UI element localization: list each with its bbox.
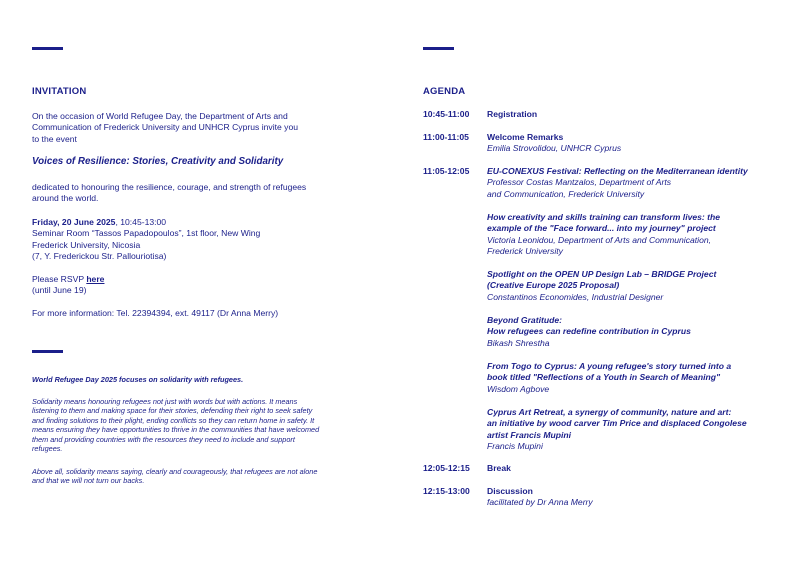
agenda-time: 10:45-11:00 [423,109,470,119]
right-top-bar [423,47,454,50]
agenda-title: EU-CONEXUS Festival: Reflecting on the Mediterranean identity [487,166,748,176]
intro-paragraph [32,111,298,145]
agenda-title: From Togo to Cyprus: A young refugee's story turned into a [487,361,732,371]
agenda-speaker: Wisdom Agbove [487,383,550,394]
event-details [32,217,260,262]
agenda-title: Spotlight on the OPEN UP Design Lab – BRIDGE Project [487,269,717,279]
agenda-title: Cyprus Art Retreat, a synergy of community, nature and art: [487,407,732,417]
rsvp-text: Please RSVP [32,274,87,284]
event-date [32,217,260,228]
agenda-body [487,212,787,257]
agenda-title: artist Francis Mupini [487,429,572,440]
statement-line: refugees. [32,444,63,454]
venue-line: Seminar Room “Tassos Papadopoulos”, 1st floor, New Wing [32,228,261,239]
agenda-time: 12:15-13:00 [423,486,470,496]
agenda-title: book titled "Reflections of a Youth in Search of Meaning" [487,372,721,383]
agenda-body [487,315,787,349]
agenda-title: Discussion [487,486,533,496]
agenda-speaker: Constantinos Economides, Industrial Designer [487,291,664,302]
agenda-time: 12:05-12:15 [423,463,470,473]
rsvp-block [32,274,104,297]
invitation-heading: INVITATION [32,86,87,97]
agenda-speaker: Bikash Shrestha [487,337,550,348]
agenda-body [487,269,787,303]
agenda-title: example of the "Face forward... into my journey" project [487,223,716,234]
agenda-title: Registration [487,109,538,119]
intro-line: to the event [32,133,77,144]
statement-line: them and providing countries with the resources they need to include and support [32,434,295,444]
agenda-body [487,463,787,474]
agenda-speaker: Professor Costas Mantzalos, Department of Arts [487,177,672,188]
agenda-body [487,132,787,155]
agenda-heading: AGENDA [423,86,466,97]
statement-line: and that we will not turn our backs. [32,476,145,486]
left-middle-bar [32,350,63,353]
event-date-bold: Friday, 20 June 2025 [32,217,116,227]
agenda-time: 11:00-11:05 [423,132,469,142]
agenda-speaker: Emilia Strovolidou, UNHCR Cyprus [487,143,622,154]
event-title: Voices of Resilience: Stories, Creativity and Solidarity [32,156,284,167]
agenda-body [487,166,787,200]
intro-line: On the occasion of World Refugee Day, the Department of Arts and [32,111,288,121]
more-info: For more information: Tel. 22394394, ext. 49117 (Dr Anna Merry) [32,308,279,318]
intro-line: Communication of Frederick University and UNHCR Cyprus invite you [32,122,299,133]
agenda-body [487,486,787,509]
statement-line: means ensuring they have opportunities to thrive in the communities that have welcomed [32,425,320,435]
dedicated-paragraph [32,182,306,205]
statement-line: listening to them and making space for their stories, defending their right to seek safety [32,406,313,416]
rsvp-line [32,274,104,285]
agenda-title: Beyond Gratitude: [487,315,562,325]
statement-line: and finding solutions to their plight, ending conflicts so they can return home in safety. It [32,415,315,425]
left-top-bar [32,47,63,50]
dedicated-line: dedicated to honouring the resilience, courage, and strength of refugees [32,182,307,192]
agenda-speaker: and Communication, Frederick University [487,188,645,199]
agenda-time: 11:05-12:05 [423,166,470,176]
agenda-title: Welcome Remarks [487,132,564,142]
agenda-title: How creativity and skills training can transform lives: the [487,212,721,222]
dedicated-line: around the world. [32,193,99,204]
agenda-speaker: facilitated by Dr Anna Merry [487,497,593,508]
rsvp-until: (until June 19) [32,285,87,296]
agenda-title: (Creative Europe 2025 Proposal) [487,280,620,291]
statement-paragraph-2 [32,467,317,486]
agenda-title: an initiative by wood carver Tim Price and displaced Congolese [487,418,747,429]
statement-line: Solidarity means honouring refugees not just with words but with actions. It means [32,397,298,406]
agenda-speaker: Victoria Leonidou, Department of Arts and Communication, [487,234,712,245]
agenda-body [487,407,787,452]
agenda-speaker: Frederick University [487,245,563,256]
rsvp-link[interactable]: here [86,274,105,284]
venue-line: Frederick University, Nicosia [32,239,141,250]
agenda-title: How refugees can redefine contribution in Cyprus [487,326,691,337]
venue-line: (7, Y. Frederickou Str. Pallouriotisa) [32,250,167,261]
statement-paragraph-1 [32,397,319,453]
agenda-body [487,109,787,120]
statement-title: World Refugee Day 2025 focuses on solidarity with refugees. [32,375,244,384]
event-time: , 10:45-13:00 [115,217,167,227]
statement-line: Above all, solidarity means saying, clearly and courageously, that refugees are not alone [32,467,318,476]
agenda-title: Break [487,463,511,473]
agenda-body [487,361,787,395]
agenda-speaker: Francis Mupini [487,440,543,451]
